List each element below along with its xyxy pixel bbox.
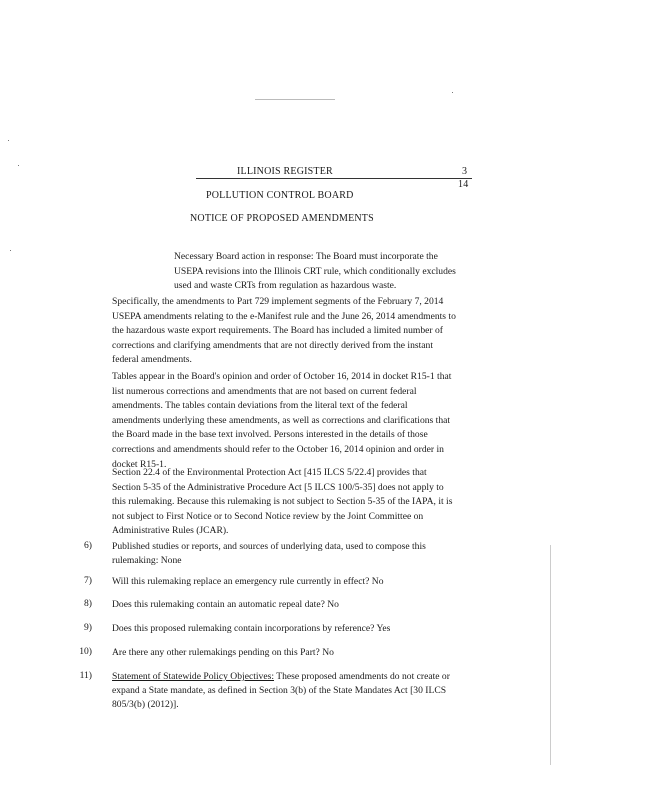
- item-line: 805/3(b) (2012)].: [112, 699, 179, 710]
- scan-noise: [452, 92, 453, 93]
- paragraph-amendments: [112, 295, 552, 368]
- item-number: 10): [79, 646, 92, 657]
- item-statewide-policy: [112, 670, 542, 712]
- item-line: Will this rulemaking replace an emergency rule currently in effect? No: [112, 576, 384, 587]
- scan-noise: [550, 545, 551, 765]
- paragraph-line: this rulemaking. Because this rulemaking is not subject to Section 5-35 of the IAPA, it is: [112, 496, 453, 508]
- paragraph-line: federal amendments.: [112, 354, 192, 366]
- paragraph-line: Section 5-35 of the Administrative Procedure Act [5 ILCS 100/5-35] does not apply to: [112, 481, 444, 493]
- intro-line: Necessary Board action in response: The Board must incorporate the: [174, 251, 438, 262]
- page-number-top: 3: [462, 166, 468, 177]
- paragraph-section-22-4: [112, 466, 552, 539]
- item-pending-rulemakings: [112, 646, 542, 660]
- page-number-bottom: 14: [458, 179, 469, 190]
- paragraph-line: Tables appear in the Board's opinion and order of October 16, 2014 in docket R15-1 that: [112, 371, 452, 382]
- paragraph-line: Administrative Rules (JCAR).: [112, 525, 229, 537]
- item-number: 7): [84, 575, 92, 586]
- scan-noise: [8, 140, 9, 141]
- item-line: expand a State mandate, as defined in Section 3(b) of the State Mandates Act [30 ILCS: [112, 685, 447, 696]
- item-published-studies: [112, 540, 542, 568]
- paragraph-tables: [112, 370, 552, 472]
- paragraph-line: list numerous corrections and amendments that are not based on current federal: [112, 385, 417, 397]
- paragraph-line: amendments. The tables contain deviations from the literal text of the federal: [112, 400, 408, 412]
- intro-block: [174, 250, 504, 294]
- item-incorporations: [112, 622, 542, 636]
- item-number: 6): [84, 540, 92, 551]
- scan-noise: [18, 165, 19, 166]
- agency-name: POLLUTION CONTROL BOARD: [206, 190, 354, 201]
- paragraph-line: not subject to First Notice or to Second Notice review by the Joint Committee on: [112, 510, 424, 522]
- item-number: 9): [84, 622, 92, 633]
- item-line: rulemaking: None: [112, 555, 182, 566]
- paragraph-line: Section 22.4 of the Environmental Protection Act [415 ILCS 5/22.4] provides that: [112, 467, 427, 478]
- notice-title: NOTICE OF PROPOSED AMENDMENTS: [190, 213, 374, 224]
- item-line: Are there any other rulemakings pending on this Part? No: [112, 647, 334, 658]
- paragraph-line: corrections and amendments should refer to the October 16, 2014 opinion and order in: [112, 443, 444, 455]
- item-line: Published studies or reports, and sources of underlying data, used to compose this: [112, 541, 426, 552]
- paragraph-line: amendments underlying these amendments, as well as corrections and clarifications that: [112, 414, 451, 426]
- item-line: Does this proposed rulemaking contain incorporations by reference? Yes: [112, 623, 391, 634]
- intro-line: used and waste CRTs from regulation as hazardous waste.: [174, 280, 397, 292]
- register-title: ILLINOIS REGISTER: [237, 166, 333, 177]
- paragraph-line: corrections and clarifying amendments that are not directly derived from the instant: [112, 339, 434, 351]
- item-line: These proposed amendments do not create or: [274, 671, 450, 682]
- item-line: Does this rulemaking contain an automatic repeal date? No: [112, 599, 339, 610]
- item-lead-heading: Statement of Statewide Policy Objectives:: [112, 671, 274, 682]
- paragraph-line: the hazardous waste export requirements. The Board has included a limited number of: [112, 325, 443, 337]
- item-number: 11): [79, 670, 92, 681]
- scan-noise: [255, 99, 335, 100]
- paragraph-line: Specifically, the amendments to Part 729 implement segments of the February 7, 2014: [112, 296, 444, 307]
- item-number: 8): [84, 598, 92, 609]
- item-repeal-date: [112, 598, 542, 612]
- paragraph-line: docket R15-1.: [112, 458, 167, 470]
- paragraph-line: USEPA amendments relating to the e-Manifest rule and the June 26, 2014 amendments to: [112, 310, 456, 322]
- paragraph-line: the Board made in the base text involved. Persons interested in the details of those: [112, 429, 428, 441]
- item-emergency-rule: [112, 575, 542, 589]
- header-rule: [196, 178, 472, 179]
- intro-line: USEPA revisions into the Illinois CRT rule, which conditionally excludes: [174, 265, 456, 277]
- scan-noise: [10, 250, 11, 251]
